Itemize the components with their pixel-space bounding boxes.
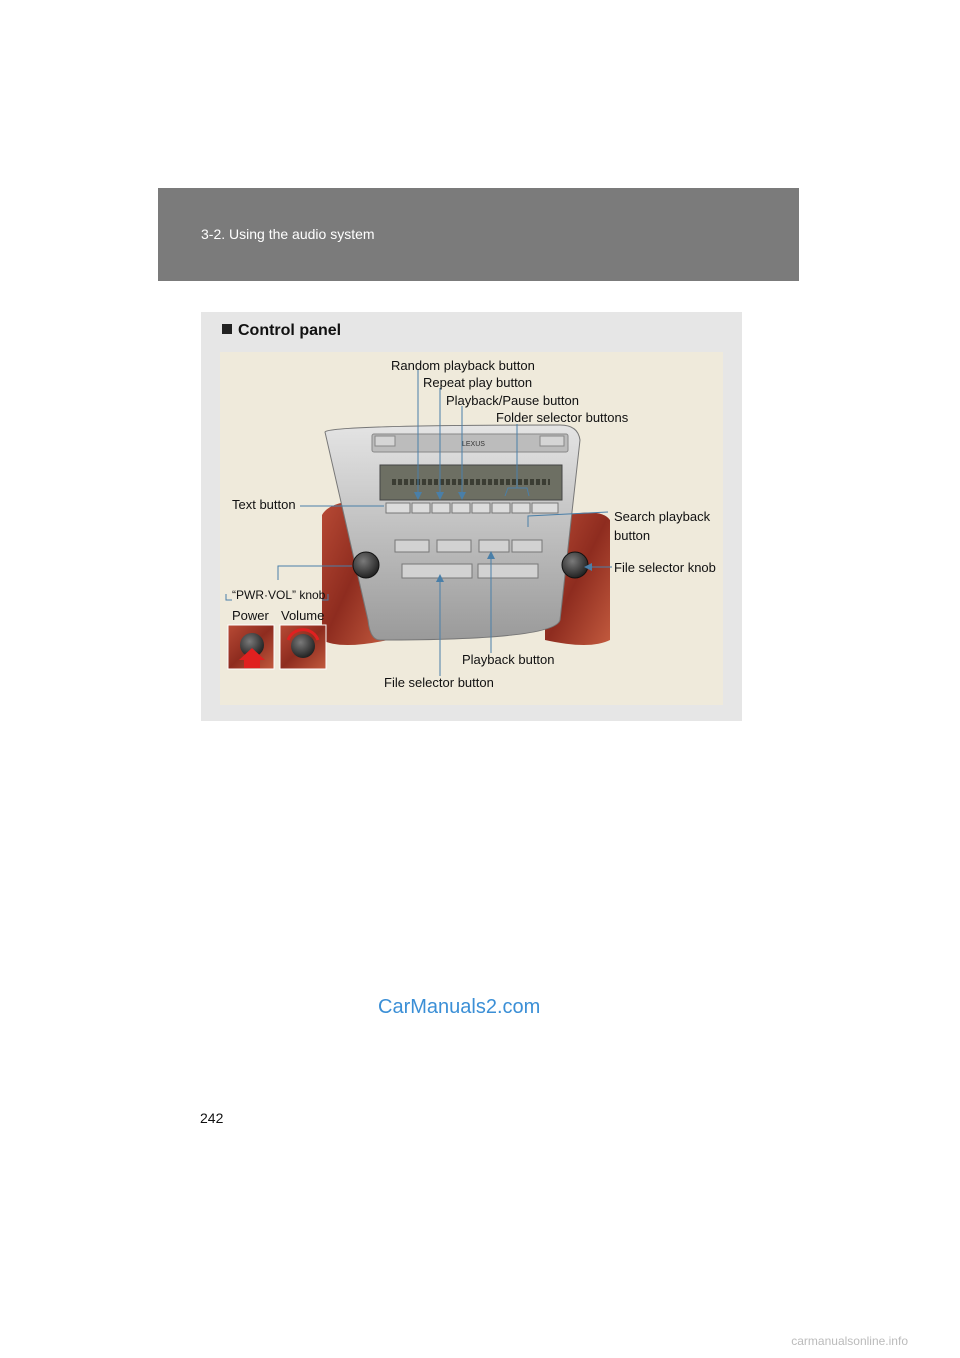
text-button-label: Text button xyxy=(232,497,296,512)
repeat-play-label: Repeat play button xyxy=(423,375,533,390)
am-fm-button[interactable] xyxy=(395,540,429,552)
preset-button-2[interactable] xyxy=(432,503,450,513)
preset-button-6[interactable] xyxy=(512,503,530,513)
preset-button-row xyxy=(386,503,558,513)
volume-inset-knob xyxy=(291,634,315,658)
search-playback-label-line2: button xyxy=(614,528,651,543)
sat-button[interactable] xyxy=(437,540,471,552)
playback-pause-label: Playback/Pause button xyxy=(446,393,579,408)
footer-watermark: carmanualsonline.info xyxy=(791,1334,908,1348)
pwr-vol-knob-label: “PWR·VOL” knob xyxy=(232,588,326,602)
preset-button-4[interactable] xyxy=(472,503,490,513)
preset-button-3[interactable] xyxy=(452,503,470,513)
text-button[interactable] xyxy=(386,503,410,513)
pwr-vol-knob[interactable] xyxy=(353,552,379,578)
random-playback-label: Random playback button xyxy=(391,358,535,373)
tune-file-knob[interactable] xyxy=(562,552,588,578)
search-playback-label-line1: Search playback xyxy=(614,509,711,524)
type-disc-button[interactable] xyxy=(478,564,538,578)
disc-button[interactable] xyxy=(479,540,509,552)
file-selector-knob-label: File selector knob xyxy=(614,560,716,575)
scan-button[interactable] xyxy=(512,540,542,552)
watermark: CarManuals2.com xyxy=(378,996,541,1018)
eject-button[interactable] xyxy=(375,436,395,446)
tune-button[interactable] xyxy=(532,503,558,513)
load-button[interactable] xyxy=(540,436,564,446)
power-label: Power xyxy=(232,608,269,623)
preset-button-5[interactable] xyxy=(492,503,510,513)
page-number: 242 xyxy=(200,1110,224,1126)
section-title: 3-2. Using the audio system xyxy=(201,226,375,242)
panel-title: Control panel xyxy=(222,322,341,340)
file-selector-button-label: File selector button xyxy=(384,675,494,690)
seek-track-button[interactable] xyxy=(402,564,472,578)
mode-button-row xyxy=(395,540,542,552)
volume-label: Volume xyxy=(281,608,325,623)
folder-selector-label: Folder selector buttons xyxy=(496,410,629,425)
preset-button-1[interactable] xyxy=(412,503,430,513)
brand-label: LEXUS xyxy=(462,441,485,448)
playback-button-label: Playback button xyxy=(462,652,555,667)
